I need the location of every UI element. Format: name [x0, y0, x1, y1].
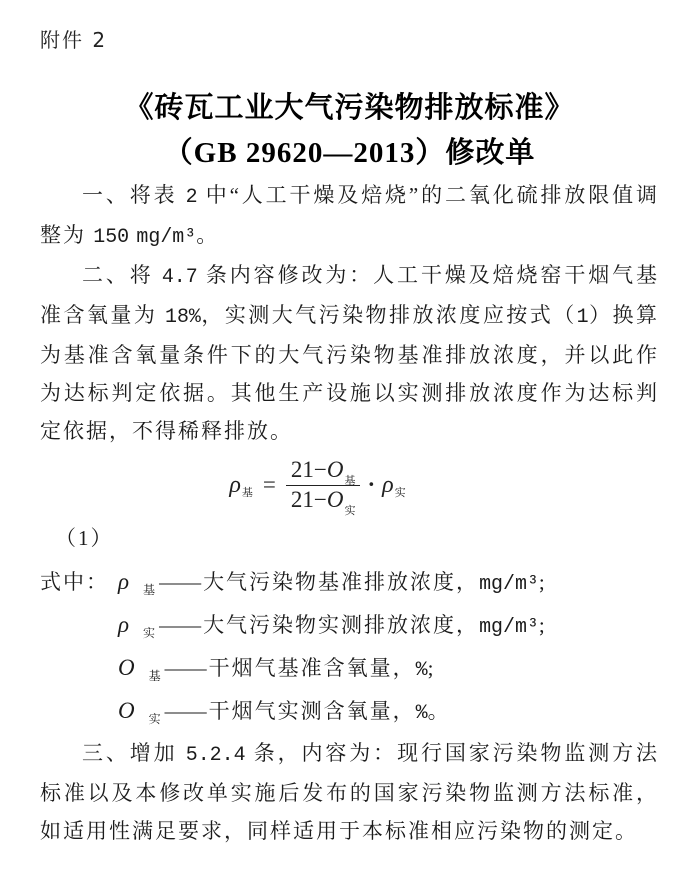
- document-title-line2: （GB 29620—2013）修改单: [163, 137, 536, 169]
- legend-dash: ——: [159, 613, 202, 637]
- formula-multiplication-dot: ·: [367, 472, 376, 497]
- legend-subscript: 基: [143, 583, 158, 597]
- formula-number-label: （1）: [55, 526, 114, 550]
- attachment-label: 附件 2: [40, 28, 108, 52]
- paragraph-3: 三、增加 5.2.4 条，内容为：现行国家污染物监测方法标准以及本修改单实施后发布的国家污染物监测方法标准，如适用性满足要求，同样适用于本标准相应污染物的测定。: [40, 741, 660, 843]
- formula-equals-sign: =: [262, 472, 276, 497]
- legend-row-oxygen-measured: [40, 691, 659, 734]
- document-body-continued: [40, 734, 659, 850]
- legend-intro-label: 式中：: [40, 570, 109, 594]
- legend-dash: ——: [164, 656, 207, 680]
- legend-subscript: 实: [143, 626, 158, 640]
- formula-denominator: [286, 486, 361, 517]
- formula-fraction: [286, 457, 361, 517]
- legend-symbol: ρ: [118, 569, 132, 594]
- formula-numerator-const: 21−: [290, 457, 327, 483]
- legend-definition: 大气污染物基准排放浓度，mg/m³;: [203, 570, 547, 595]
- legend-definition: 大气污染物实测排放浓度，mg/m³;: [203, 613, 547, 638]
- legend-symbol: O: [118, 655, 137, 680]
- formula-denominator-const: 21−: [290, 486, 327, 512]
- legend-symbol: O: [118, 698, 137, 723]
- formula-lhs-subscript: 基: [241, 487, 253, 499]
- formula-denominator-subscript: 实: [344, 504, 356, 517]
- legend-row-rho-measured: [40, 605, 659, 648]
- legend-subscript: 实: [148, 712, 163, 726]
- document-body: [40, 176, 659, 450]
- formula-lhs-symbol: ρ: [229, 471, 241, 498]
- conversion-formula: [8, 450, 627, 520]
- legend-dash: ——: [164, 699, 207, 723]
- formula-numerator-variable: O: [326, 457, 344, 483]
- formula-denominator-variable: O: [326, 486, 344, 512]
- legend-symbol: ρ: [118, 612, 132, 637]
- legend-definition: 干烟气实测含氧量，%。: [208, 699, 451, 724]
- paragraph-1: 一、将表 2 中“人工干燥及焙烧”的二氧化硫排放限值调整为 150 mg/m³。: [40, 183, 660, 248]
- legend-dash: ——: [159, 570, 202, 594]
- legend-row-oxygen-base: [40, 648, 659, 691]
- formula-rhs-subscript: 实: [394, 487, 406, 499]
- formula-numerator: [286, 457, 361, 488]
- legend-row-rho-base: [40, 562, 659, 605]
- legend-definition: 干烟气基准含氧量，%;: [208, 656, 436, 681]
- formula-numerator-subscript: 基: [344, 475, 356, 488]
- formula-rhs-symbol: ρ: [382, 471, 394, 498]
- document-title-line1: 《砖瓦工业大气污染物排放标准》: [124, 92, 575, 124]
- paragraph-2: 二、将 4.7 条内容修改为：人工干燥及焙烧窑干烟气基准含氧量为 18%，实测大气污染物排放浓度应按式（1）换算为基准含氧量条件下的大气污染物基准排放浓度，并以此作为达标判定依据。其他生产设施以实测排放浓度作为达标判定依据，不得稀释排放。: [40, 263, 660, 443]
- formula-legend: [40, 562, 659, 734]
- document-title: [40, 86, 659, 176]
- legend-subscript: 基: [148, 669, 163, 683]
